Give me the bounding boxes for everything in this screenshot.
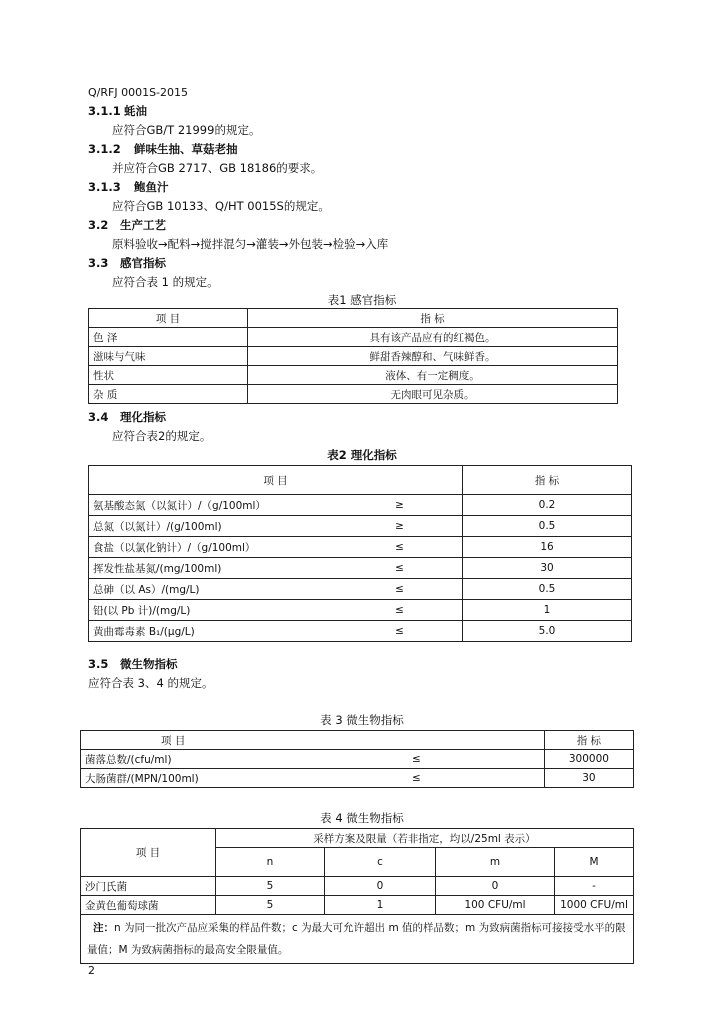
table-cell: 100 CFU/ml xyxy=(436,896,555,915)
table2-caption: 表2 理化指标 xyxy=(327,448,397,462)
table-header-cell: m xyxy=(436,848,555,877)
section-title: 微生物指标 xyxy=(120,657,178,671)
section-number: 3.1.3 xyxy=(88,180,121,194)
section-3-1-3-text: 应符合GB 10133、Q/HT 0015S的规定。 xyxy=(112,199,330,213)
section-3-3-text: 应符合表 1 的规定。 xyxy=(112,275,219,289)
table-cell: 0.5 xyxy=(463,516,632,537)
table-row xyxy=(89,347,618,366)
section-3-1-1-text: 应符合GB/T 21999的规定。 xyxy=(112,123,261,137)
table-cell: 氨基酸态氮（以氮计）/（g/100ml） xyxy=(89,495,338,516)
note-text: n 为同一批次产品应采集的样品件数；c 为最大可允许超出 m 值的样品数；m 为致病菌指标可接接受水平的限量值；M 为致病菌指标的最高安全限量值。 xyxy=(87,922,626,956)
table-cell: ≤ xyxy=(337,621,463,642)
table4-caption: 表 4 微生物指标 xyxy=(320,811,404,825)
section-title: 蚝油 xyxy=(124,104,148,118)
table-cell: 1000 CFU/ml xyxy=(555,896,634,915)
table-header-cell: 项 目 xyxy=(89,466,463,495)
table-cell: 沙门氏菌 xyxy=(81,877,216,896)
table-cell: ≤ xyxy=(289,750,544,769)
table-cell: 鲜甜香辣醇和、气味鲜香。 xyxy=(248,347,618,366)
table-cell: ≤ xyxy=(337,558,463,579)
table-row xyxy=(89,516,632,537)
section-3-4-heading xyxy=(88,409,166,425)
table-header-cell: M xyxy=(555,848,634,877)
table-cell: 性状 xyxy=(89,366,248,385)
table-cell: 具有该产品应有的红褐色。 xyxy=(248,328,618,347)
section-3-4-text: 应符合表2的规定。 xyxy=(112,429,212,443)
table-cell: ≤ xyxy=(337,579,463,600)
section-3-2-text: 原料验收→配料→搅拌混匀→灌装→外包装→检验→入库 xyxy=(112,237,389,251)
section-title: 理化指标 xyxy=(120,410,167,424)
table-cell: 0.5 xyxy=(463,579,632,600)
table-cell: 1 xyxy=(463,600,632,621)
section-3-1-3-heading xyxy=(88,179,169,195)
section-title: 感官指标 xyxy=(120,256,167,270)
section-number: 3.3 xyxy=(88,256,109,270)
page-number: 2 xyxy=(88,964,95,977)
table-cell: 300000 xyxy=(544,750,633,769)
table-cell: 0 xyxy=(325,877,436,896)
section-number: 3.2 xyxy=(88,218,109,232)
table-cell: ≥ xyxy=(337,495,463,516)
table-note xyxy=(81,915,634,964)
section-3-5-text: 应符合表 3、4 的规定。 xyxy=(88,676,214,690)
table-cell: 总氮（以氮计）/(g/100ml) xyxy=(89,516,338,537)
table-header-cell: 项 目 xyxy=(81,829,216,877)
table4-microbiological-sampling xyxy=(80,828,634,964)
section-3-1-2-text: 并应符合GB 2717、GB 18186的要求。 xyxy=(112,161,323,175)
table-row xyxy=(81,877,634,896)
table-cell: 0 xyxy=(436,877,555,896)
table-cell: 色 泽 xyxy=(89,328,248,347)
table3-microbiological xyxy=(80,730,634,788)
section-3-1-2-heading xyxy=(88,141,238,157)
table-row xyxy=(89,621,632,642)
table-cell: 总砷（以 As）/(mg/L) xyxy=(89,579,338,600)
section-3-5-heading xyxy=(88,656,178,672)
table-row xyxy=(81,750,634,769)
table-cell: ≤ xyxy=(337,537,463,558)
table-cell: 0.2 xyxy=(463,495,632,516)
table-cell: - xyxy=(555,877,634,896)
table-cell: 滋味与气味 xyxy=(89,347,248,366)
table-cell: 30 xyxy=(463,558,632,579)
table-cell: 菌落总数/(cfu/ml) xyxy=(81,750,290,769)
table1-caption: 表1 感官指标 xyxy=(327,293,397,307)
table-cell: 挥发性盐基氮/(mg/100ml) xyxy=(89,558,338,579)
table-row xyxy=(89,328,618,347)
table-header-cell: 项 目 xyxy=(89,309,248,328)
table-cell: ≤ xyxy=(289,769,544,788)
section-number: 3.5 xyxy=(88,657,109,671)
table-row xyxy=(89,366,618,385)
table-cell: 铅(以 Pb 计)/(mg/L) xyxy=(89,600,338,621)
table-cell: 大肠菌群/(MPN/100ml) xyxy=(81,769,290,788)
table-row xyxy=(89,385,618,404)
table3-caption: 表 3 微生物指标 xyxy=(320,713,404,727)
table-header-cell: 采样方案及限量（若非指定，均以/25ml 表示） xyxy=(216,829,634,848)
section-number: 3.4 xyxy=(88,410,109,424)
table-cell: 16 xyxy=(463,537,632,558)
table-row xyxy=(81,896,634,915)
section-3-2-heading xyxy=(88,217,166,233)
table1-sensory xyxy=(88,308,618,404)
table2-physicochemical xyxy=(88,465,632,642)
table-header-cell: n xyxy=(216,848,325,877)
table-row xyxy=(89,579,632,600)
table-cell: 1 xyxy=(325,896,436,915)
table-cell: 5 xyxy=(216,896,325,915)
table-cell: ≤ xyxy=(337,600,463,621)
table-header-row xyxy=(89,466,632,495)
table-row xyxy=(81,769,634,788)
section-number: 3.1.1 xyxy=(88,104,121,118)
table-header-cell: 项 目 xyxy=(81,731,545,750)
table-cell: ≥ xyxy=(337,516,463,537)
table-header-row xyxy=(81,829,634,848)
section-number: 3.1.2 xyxy=(88,142,121,156)
note-label: 注： xyxy=(93,922,114,934)
table-header-row xyxy=(89,309,618,328)
section-3-1-1-heading xyxy=(88,103,147,119)
section-3-3-heading xyxy=(88,255,166,271)
table-header-cell: 指 标 xyxy=(544,731,633,750)
table-header-row xyxy=(81,731,634,750)
table-cell: 5.0 xyxy=(463,621,632,642)
table-header-cell: 指 标 xyxy=(248,309,618,328)
table-row xyxy=(89,495,632,516)
table-cell: 无肉眼可见杂质。 xyxy=(248,385,618,404)
section-title: 鲜味生抽、草菇老抽 xyxy=(134,142,238,156)
table-header-cell: c xyxy=(325,848,436,877)
section-title: 鲍鱼汁 xyxy=(134,180,169,194)
table-row xyxy=(89,558,632,579)
table-cell: 杂 质 xyxy=(89,385,248,404)
table-header-cell: 指 标 xyxy=(463,466,632,495)
document-code: Q/RFJ 0001S-2015 xyxy=(88,86,189,99)
table-row xyxy=(89,600,632,621)
table-cell: 30 xyxy=(544,769,633,788)
table-cell: 黄曲霉毒素 B₁/(μg/L) xyxy=(89,621,338,642)
section-title: 生产工艺 xyxy=(120,218,167,232)
table-cell: 5 xyxy=(216,877,325,896)
table-cell: 食盐（以氯化钠计）/（g/100ml） xyxy=(89,537,338,558)
table-row xyxy=(89,537,632,558)
table-note-row xyxy=(81,915,634,964)
table-cell: 金黄色葡萄球菌 xyxy=(81,896,216,915)
table-cell: 液体、有一定稠度。 xyxy=(248,366,618,385)
